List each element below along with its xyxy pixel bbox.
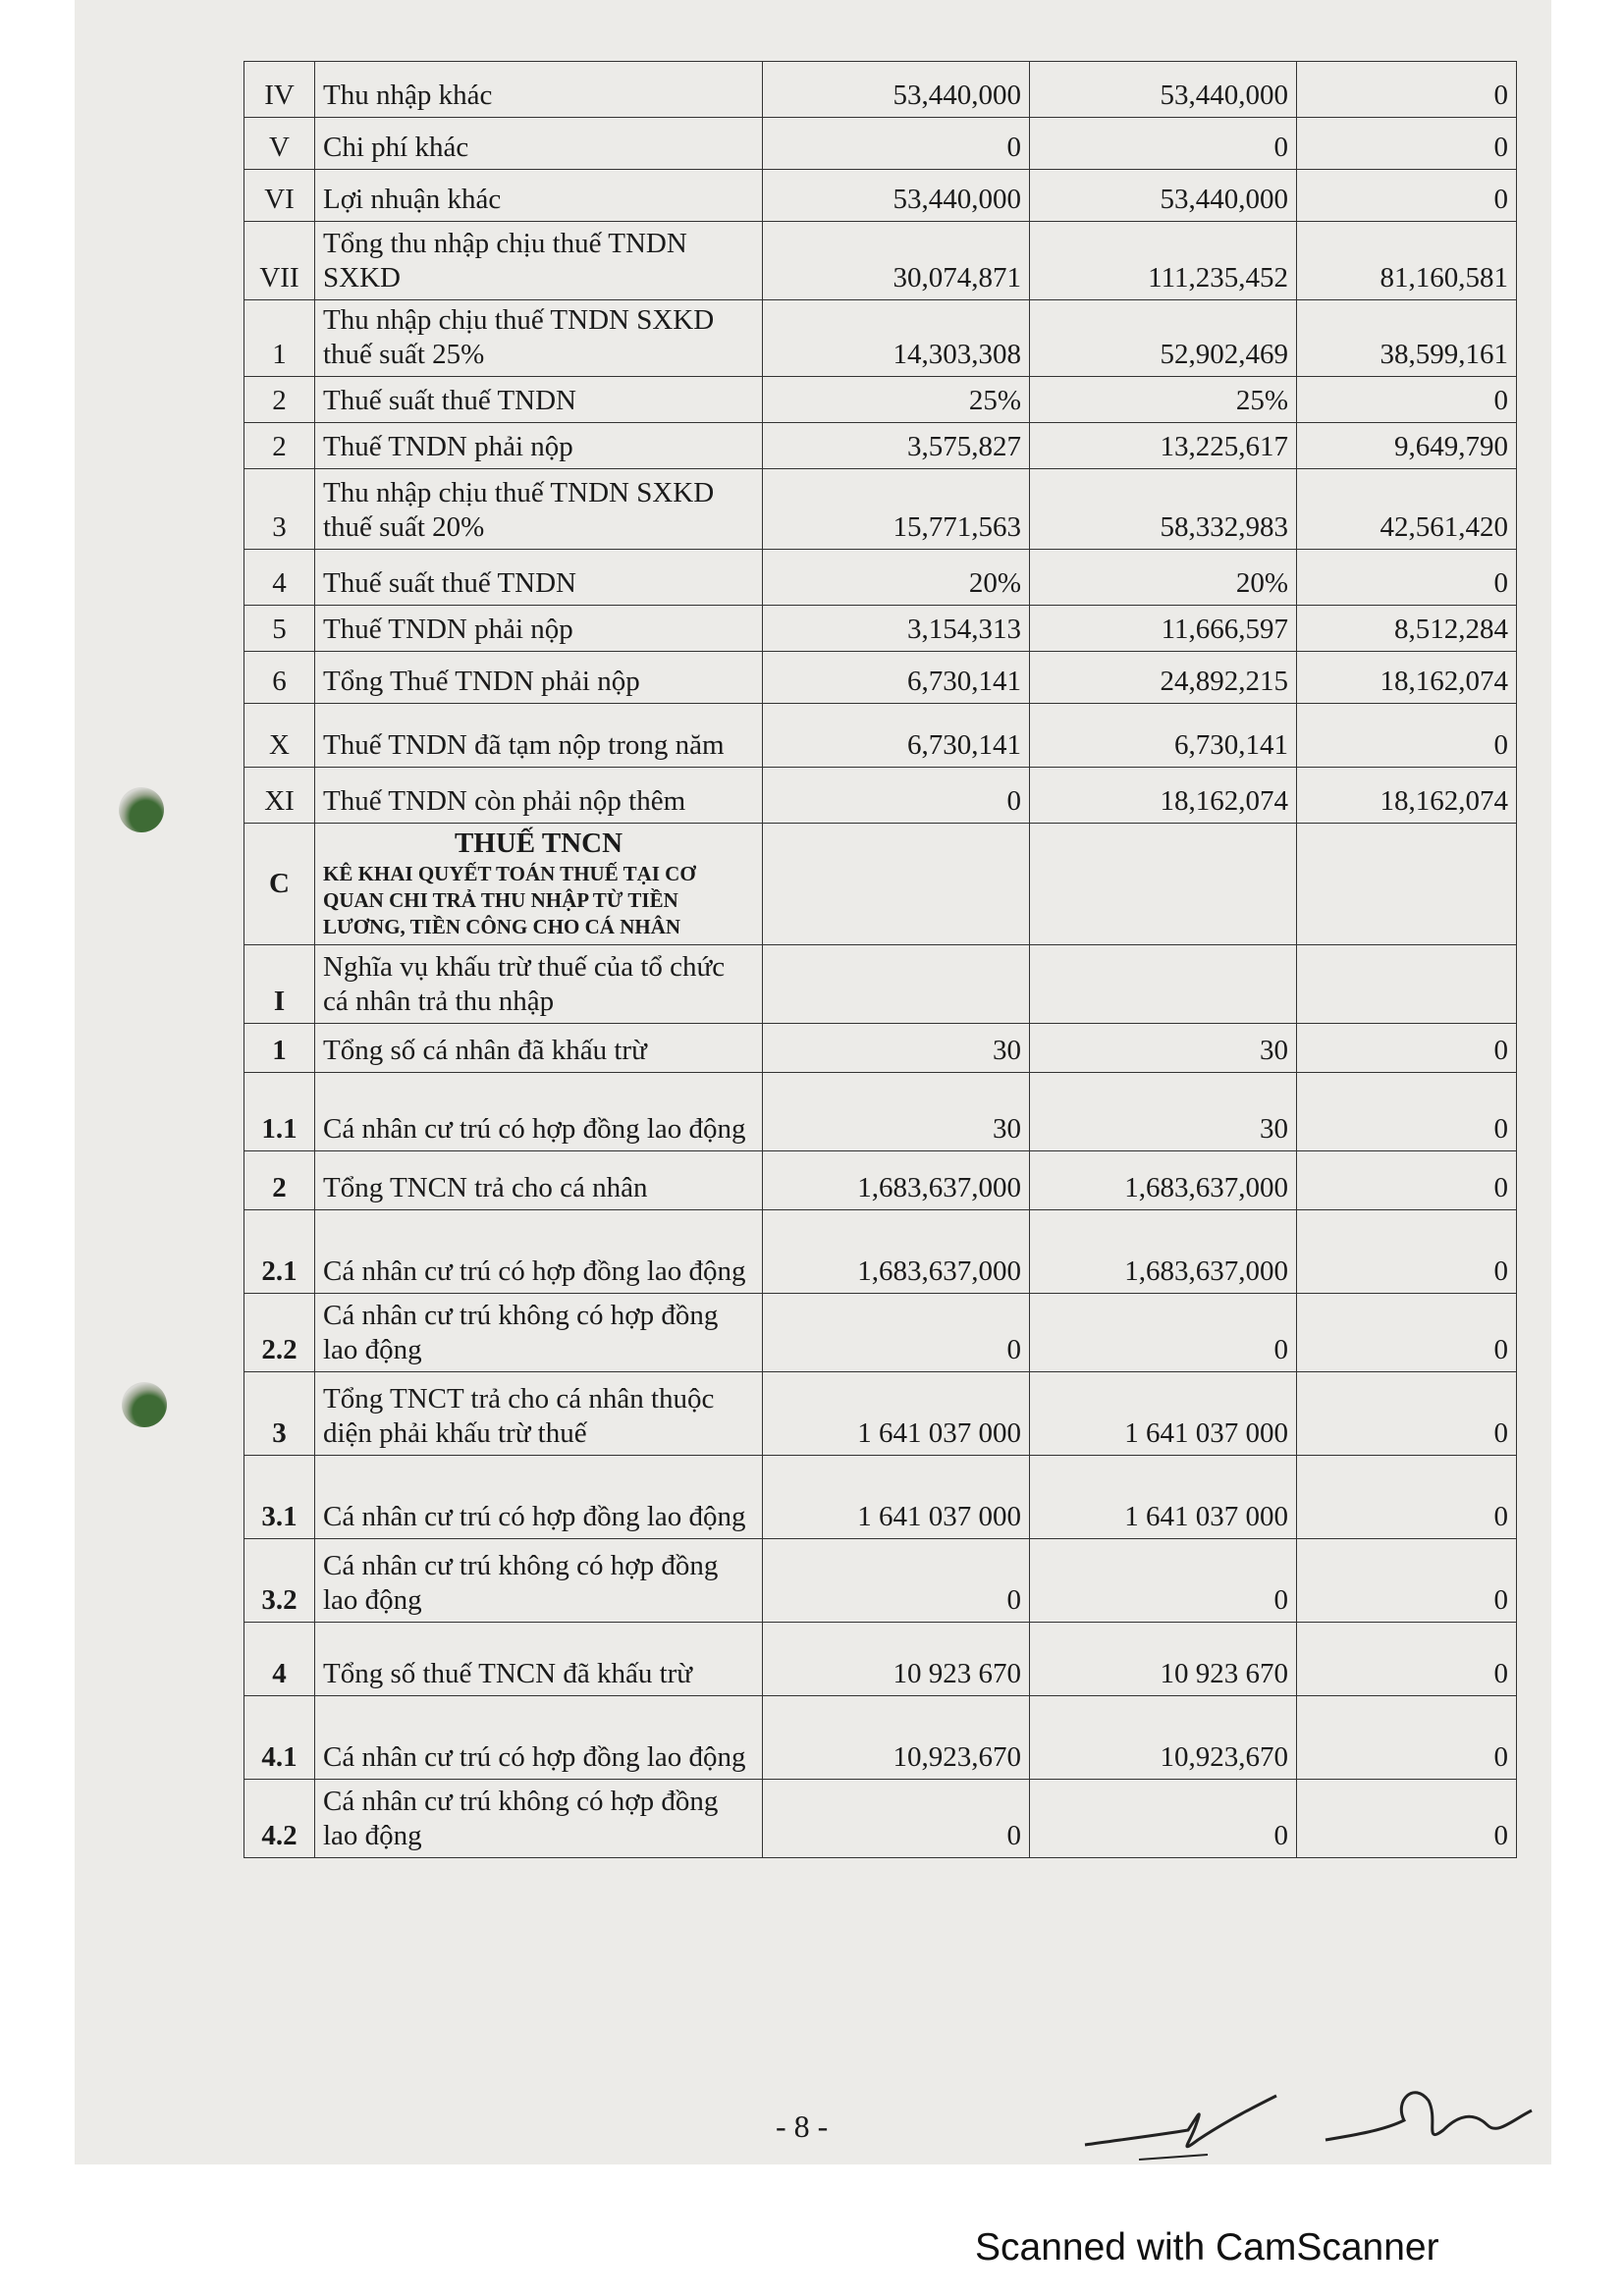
row-index: 2 xyxy=(244,423,315,469)
value-reported: 15,771,563 xyxy=(763,469,1030,550)
row-index: V xyxy=(244,118,315,170)
value-reported: 1,683,637,000 xyxy=(763,1151,1030,1210)
value-difference xyxy=(1297,945,1517,1024)
row-index: 2.2 xyxy=(244,1294,315,1372)
value-reported: 0 xyxy=(763,1294,1030,1372)
table-row xyxy=(244,1696,1517,1780)
row-index: 4.2 xyxy=(244,1780,315,1858)
row-index: 2 xyxy=(244,377,315,423)
row-label: Cá nhân cư trú không có hợp đồng lao động xyxy=(315,1780,763,1858)
value-audited: 1 641 037 000 xyxy=(1030,1456,1297,1539)
row-label: Cá nhân cư trú không có hợp đồng lao động xyxy=(315,1294,763,1372)
value-audited: 30 xyxy=(1030,1024,1297,1073)
value-difference: 0 xyxy=(1297,118,1517,170)
table-row xyxy=(244,1073,1517,1151)
table-row xyxy=(244,300,1517,377)
table-row xyxy=(244,118,1517,170)
value-difference: 81,160,581 xyxy=(1297,222,1517,300)
value-reported: 10,923,670 xyxy=(763,1696,1030,1780)
table-row xyxy=(244,1294,1517,1372)
value-reported: 0 xyxy=(763,1539,1030,1623)
value-audited: 24,892,215 xyxy=(1030,652,1297,704)
value-reported: 30 xyxy=(763,1073,1030,1151)
value-difference: 0 xyxy=(1297,1294,1517,1372)
value-reported: 1,683,637,000 xyxy=(763,1210,1030,1294)
row-label: Thuế suất thuế TNDN xyxy=(315,550,763,606)
table-row xyxy=(244,606,1517,652)
punch-hole xyxy=(119,787,164,832)
row-index: 2 xyxy=(244,1151,315,1210)
row-label: Tổng TNCN trả cho cá nhân xyxy=(315,1151,763,1210)
table-row xyxy=(244,652,1517,704)
value-reported: 20% xyxy=(763,550,1030,606)
section-c-row xyxy=(244,824,1517,945)
table-row xyxy=(244,1780,1517,1858)
value-audited: 10,923,670 xyxy=(1030,1696,1297,1780)
value-audited: 20% xyxy=(1030,550,1297,606)
value-difference: 0 xyxy=(1297,170,1517,222)
value-reported: 3,154,313 xyxy=(763,606,1030,652)
tax-table xyxy=(243,61,1517,1858)
value-difference: 0 xyxy=(1297,1696,1517,1780)
value-reported: 14,303,308 xyxy=(763,300,1030,377)
row-label: Tổng Thuế TNDN phải nộp xyxy=(315,652,763,704)
row-label: Thuế TNDN đã tạm nộp trong năm xyxy=(315,704,763,768)
table-row xyxy=(244,62,1517,118)
value-reported: 6,730,141 xyxy=(763,652,1030,704)
row-label: Cá nhân cư trú có hợp đồng lao động xyxy=(315,1456,763,1539)
value-audited: 0 xyxy=(1030,1780,1297,1858)
row-index: I xyxy=(244,945,315,1024)
row-label: Cá nhân cư trú có hợp đồng lao động xyxy=(315,1210,763,1294)
value-audited: 6,730,141 xyxy=(1030,704,1297,768)
row-label: Lợi nhuận khác xyxy=(315,170,763,222)
section-c-title-cell xyxy=(315,824,763,945)
value-difference: 18,162,074 xyxy=(1297,652,1517,704)
value-difference: 0 xyxy=(1297,550,1517,606)
value-difference: 0 xyxy=(1297,1151,1517,1210)
table-body-bottom xyxy=(244,945,1517,1858)
value-reported xyxy=(763,945,1030,1024)
value-difference: 38,599,161 xyxy=(1297,300,1517,377)
table-row xyxy=(244,1210,1517,1294)
value-audited: 1 641 037 000 xyxy=(1030,1372,1297,1456)
row-index: 4 xyxy=(244,550,315,606)
value-reported: 53,440,000 xyxy=(763,170,1030,222)
row-label: Chi phí khác xyxy=(315,118,763,170)
row-label: Tổng TNCT trả cho cá nhân thuộc diện phải khấu trừ thuế xyxy=(315,1372,763,1456)
value-difference: 0 xyxy=(1297,1780,1517,1858)
signature-2 xyxy=(1316,2071,1542,2160)
value-difference: 0 xyxy=(1297,1073,1517,1151)
value-difference: 0 xyxy=(1297,1372,1517,1456)
row-label: Thu nhập chịu thuế TNDN SXKD thuế suất 25% xyxy=(315,300,763,377)
page-number: - 8 - xyxy=(776,2109,829,2144)
row-index: VI xyxy=(244,170,315,222)
row-label: Thuế TNDN phải nộp xyxy=(315,423,763,469)
value-audited: 11,666,597 xyxy=(1030,606,1297,652)
row-label: Thuế suất thuế TNDN xyxy=(315,377,763,423)
value-difference: 0 xyxy=(1297,1456,1517,1539)
table-row xyxy=(244,945,1517,1024)
table-cell xyxy=(763,824,1030,945)
row-label: Thu nhập khác xyxy=(315,62,763,118)
table-row xyxy=(244,469,1517,550)
table-row xyxy=(244,377,1517,423)
row-index: 1 xyxy=(244,1024,315,1073)
value-difference: 8,512,284 xyxy=(1297,606,1517,652)
value-reported: 3,575,827 xyxy=(763,423,1030,469)
table-row xyxy=(244,1539,1517,1623)
table-cell xyxy=(1297,824,1517,945)
value-audited: 1,683,637,000 xyxy=(1030,1151,1297,1210)
value-difference: 0 xyxy=(1297,1210,1517,1294)
value-audited: 0 xyxy=(1030,118,1297,170)
row-index: 1.1 xyxy=(244,1073,315,1151)
value-audited: 13,225,617 xyxy=(1030,423,1297,469)
value-difference: 0 xyxy=(1297,62,1517,118)
value-difference: 0 xyxy=(1297,377,1517,423)
value-reported: 10 923 670 xyxy=(763,1623,1030,1696)
section-c-index: C xyxy=(244,824,315,945)
row-index: 6 xyxy=(244,652,315,704)
table-row xyxy=(244,1623,1517,1696)
table-row xyxy=(244,170,1517,222)
value-audited: 18,162,074 xyxy=(1030,768,1297,824)
value-audited: 53,440,000 xyxy=(1030,62,1297,118)
row-index: VII xyxy=(244,222,315,300)
row-index: 3.1 xyxy=(244,1456,315,1539)
row-label: Tổng số cá nhân đã khấu trừ xyxy=(315,1024,763,1073)
value-audited xyxy=(1030,945,1297,1024)
value-reported: 25% xyxy=(763,377,1030,423)
table-row xyxy=(244,1151,1517,1210)
row-label: Cá nhân cư trú có hợp đồng lao động xyxy=(315,1073,763,1151)
value-difference: 18,162,074 xyxy=(1297,768,1517,824)
row-index: IV xyxy=(244,62,315,118)
value-audited: 0 xyxy=(1030,1294,1297,1372)
value-audited: 52,902,469 xyxy=(1030,300,1297,377)
table-body-top xyxy=(244,62,1517,824)
table-cell xyxy=(1030,824,1297,945)
value-reported: 1 641 037 000 xyxy=(763,1456,1030,1539)
table-row xyxy=(244,423,1517,469)
camscanner-footer: Scanned with CamScanner xyxy=(975,2226,1439,2269)
value-audited: 30 xyxy=(1030,1073,1297,1151)
row-index: 4 xyxy=(244,1623,315,1696)
section-c-header xyxy=(244,824,1517,945)
row-label: Cá nhân cư trú không có hợp đồng lao động xyxy=(315,1539,763,1623)
row-index: X xyxy=(244,704,315,768)
value-reported: 0 xyxy=(763,768,1030,824)
row-label: Thuế TNDN phải nộp xyxy=(315,606,763,652)
row-index: 4.1 xyxy=(244,1696,315,1780)
row-label: Tổng số thuế TNCN đã khấu trừ xyxy=(315,1623,763,1696)
punch-hole xyxy=(122,1382,167,1427)
table-row xyxy=(244,222,1517,300)
value-difference: 0 xyxy=(1297,1024,1517,1073)
row-index: 3 xyxy=(244,469,315,550)
value-reported: 0 xyxy=(763,118,1030,170)
row-label: Nghĩa vụ khấu trừ thuế của tổ chức cá nhân trả thu nhập xyxy=(315,945,763,1024)
row-index: 3 xyxy=(244,1372,315,1456)
row-index: 3.2 xyxy=(244,1539,315,1623)
value-difference: 0 xyxy=(1297,704,1517,768)
value-audited: 10 923 670 xyxy=(1030,1623,1297,1696)
value-reported: 30 xyxy=(763,1024,1030,1073)
table-row xyxy=(244,1456,1517,1539)
row-index: 2.1 xyxy=(244,1210,315,1294)
row-label: Cá nhân cư trú có hợp đồng lao động xyxy=(315,1696,763,1780)
value-audited: 25% xyxy=(1030,377,1297,423)
signature-1 xyxy=(1080,2086,1296,2164)
value-reported: 0 xyxy=(763,1780,1030,1858)
value-difference: 9,649,790 xyxy=(1297,423,1517,469)
table-row xyxy=(244,704,1517,768)
row-label: Thu nhập chịu thuế TNDN SXKD thuế suất 20% xyxy=(315,469,763,550)
value-reported: 53,440,000 xyxy=(763,62,1030,118)
row-index: 1 xyxy=(244,300,315,377)
value-difference: 0 xyxy=(1297,1623,1517,1696)
row-label: Thuế TNDN còn phải nộp thêm xyxy=(315,768,763,824)
value-reported: 1 641 037 000 xyxy=(763,1372,1030,1456)
row-label: Tổng thu nhập chịu thuế TNDN SXKD xyxy=(315,222,763,300)
table-row xyxy=(244,768,1517,824)
table-row xyxy=(244,550,1517,606)
value-audited: 1,683,637,000 xyxy=(1030,1210,1297,1294)
value-audited: 53,440,000 xyxy=(1030,170,1297,222)
value-difference: 42,561,420 xyxy=(1297,469,1517,550)
value-audited: 0 xyxy=(1030,1539,1297,1623)
value-reported: 6,730,141 xyxy=(763,704,1030,768)
table-row xyxy=(244,1024,1517,1073)
section-c-subtitle: KÊ KHAI QUYẾT TOÁN THUẾ TẠI CƠ QUAN CHI TRẢ THU NHẬP TỪ TIỀN LƯƠNG, TIỀN CÔNG CHO CÁ NHÂN xyxy=(323,862,696,938)
row-index: 5 xyxy=(244,606,315,652)
value-audited: 111,235,452 xyxy=(1030,222,1297,300)
value-reported: 30,074,871 xyxy=(763,222,1030,300)
row-index: XI xyxy=(244,768,315,824)
value-difference: 0 xyxy=(1297,1539,1517,1623)
value-audited: 58,332,983 xyxy=(1030,469,1297,550)
table-row xyxy=(244,1372,1517,1456)
section-c-title: THUẾ TNCN xyxy=(454,828,623,859)
